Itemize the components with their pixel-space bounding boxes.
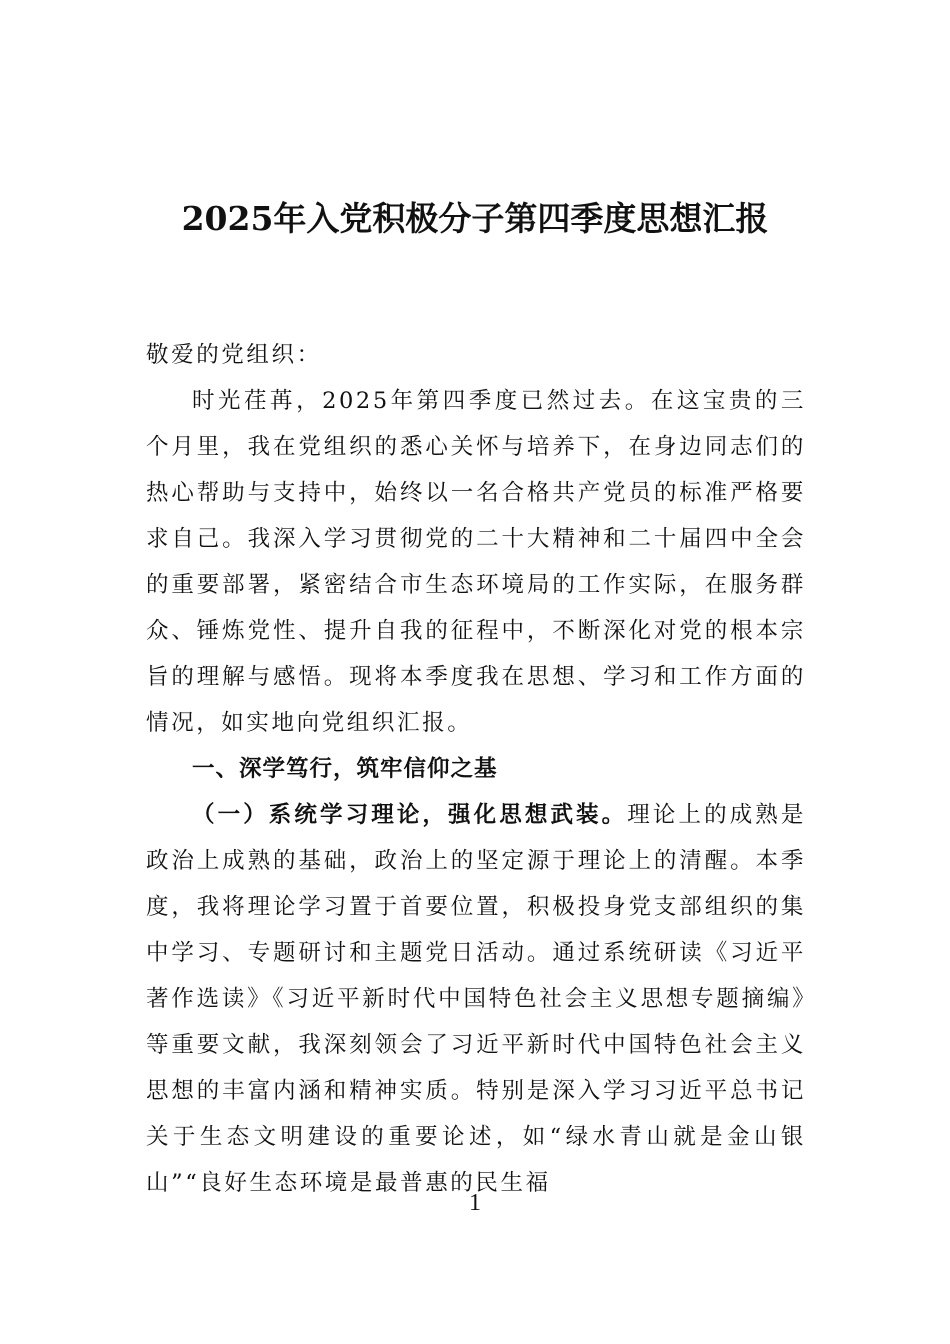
subsection-lead: （一）系统学习理论，强化思想武装。 [192,802,628,828]
document-title: 2025年入党积极分子第四季度思想汇报 [181,199,769,238]
section-heading: 一、深学笃行，筑牢信仰之基 [192,756,498,782]
page-number: 1 [469,1190,481,1216]
subsection-paragraph [146,792,806,1206]
document-body [146,332,806,1206]
intro-paragraph: 时光荏苒，2025年第四季度已然过去。在这宝贵的三个月里，我在党组织的悉心关怀与培养下，在身边同志们的热心帮助与支持中，始终以一名合格共产党员的标准严格要求自己。我深入学习贯彻党的二十大精神和二十届四中全会的重要部署，紧密结合市生态环境局的工作实际，在服务群众、锤炼党性、提升自我的征程中，不断深化对党的根本宗旨的理解与感悟。现将本季度我在思想、学习和工作方面的情况，如实地向党组织汇报。 [146,388,806,736]
salutation: 敬爱的党组织： [146,342,322,368]
subsection-text: 理论上的成熟是政治上成熟的基础，政治上的坚定源于理论上的清醒。本季度，我将理论学习置于首要位置，积极投身党支部组织的集中学习、专题研讨和主题党日活动。通过系统研读《习近平著作选读》《习近平新时代中国特色社会主义思想专题摘编》等重要文献，我深刻领会了习近平新时代中国特色社会主义思想的丰富内涵和精神实质。特别是深入学习习近平总书记关于生态文明建设的重要论述，如“绿水青山就是金山银山”“良好生态环境是最普惠的民生福 [146,802,807,1196]
